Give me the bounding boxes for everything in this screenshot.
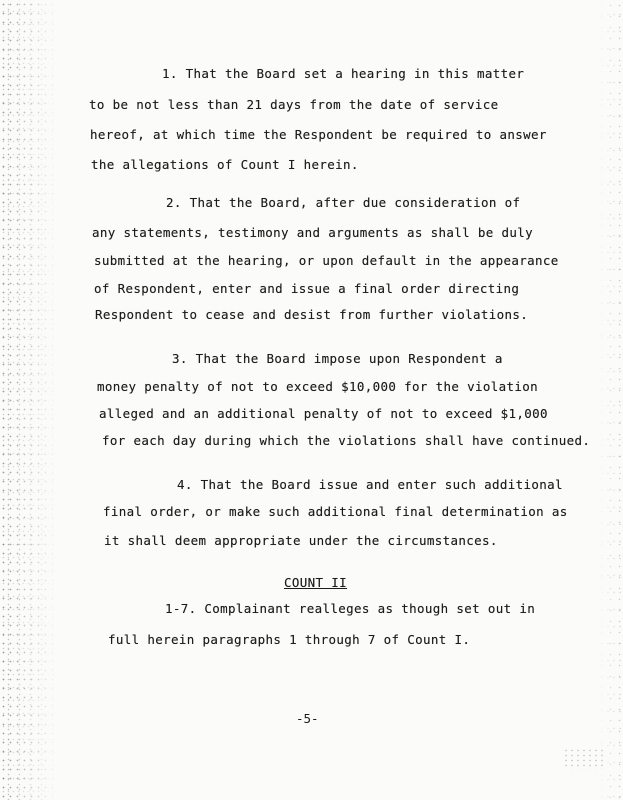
paragraph-2-line-4: of Respondent, enter and issue a final order directing xyxy=(94,281,520,296)
scan-noise-left xyxy=(0,0,58,800)
page-number: -5- xyxy=(296,711,319,726)
final-paragraph-line-1: 1-7. Complainant realleges as though set out in xyxy=(165,601,536,616)
paragraph-1-line-1: 1. That the Board set a hearing in this matter xyxy=(162,66,525,81)
paragraph-3-line-3: alleged and an additional penalty of not to exceed $1,000 xyxy=(99,406,548,421)
paragraph-4-line-3: it shall deem appropriate under the circumstances. xyxy=(104,533,498,548)
paragraph-1-line-3: hereof, at which time the Respondent be required to answer xyxy=(90,127,547,142)
paragraph-2-line-3: submitted at the hearing, or upon default in the appearance xyxy=(94,253,559,268)
scan-noise-right xyxy=(597,0,623,800)
paragraph-2-line-2: any statements, testimony and arguments as shall be duly xyxy=(92,225,534,240)
paragraph-4-line-1: 4. That the Board issue and enter such additional xyxy=(177,477,563,492)
scan-noise-corner xyxy=(563,748,603,770)
paragraph-2-line-5: Respondent to cease and desist from further violations. xyxy=(95,307,529,322)
paragraph-3-line-4: for each day during which the violations shall have continued. xyxy=(102,433,591,448)
paragraph-1-line-2: to be not less than 21 days from the date of service xyxy=(89,97,499,112)
paragraph-3-line-1: 3. That the Board impose upon Respondent a xyxy=(172,351,503,366)
paragraph-1-line-4: the allegations of Count I herein. xyxy=(91,157,359,172)
final-paragraph-line-2: full herein paragraphs 1 through 7 of Count I. xyxy=(108,632,471,647)
paragraph-3-line-2: money penalty of not to exceed $10,000 for the violation xyxy=(97,379,539,394)
paragraph-2-line-1: 2. That the Board, after due consideration of xyxy=(166,195,521,210)
section-heading-count-ii: COUNT II xyxy=(284,575,348,590)
paragraph-4-line-2: final order, or make such additional final determination as xyxy=(103,504,568,519)
